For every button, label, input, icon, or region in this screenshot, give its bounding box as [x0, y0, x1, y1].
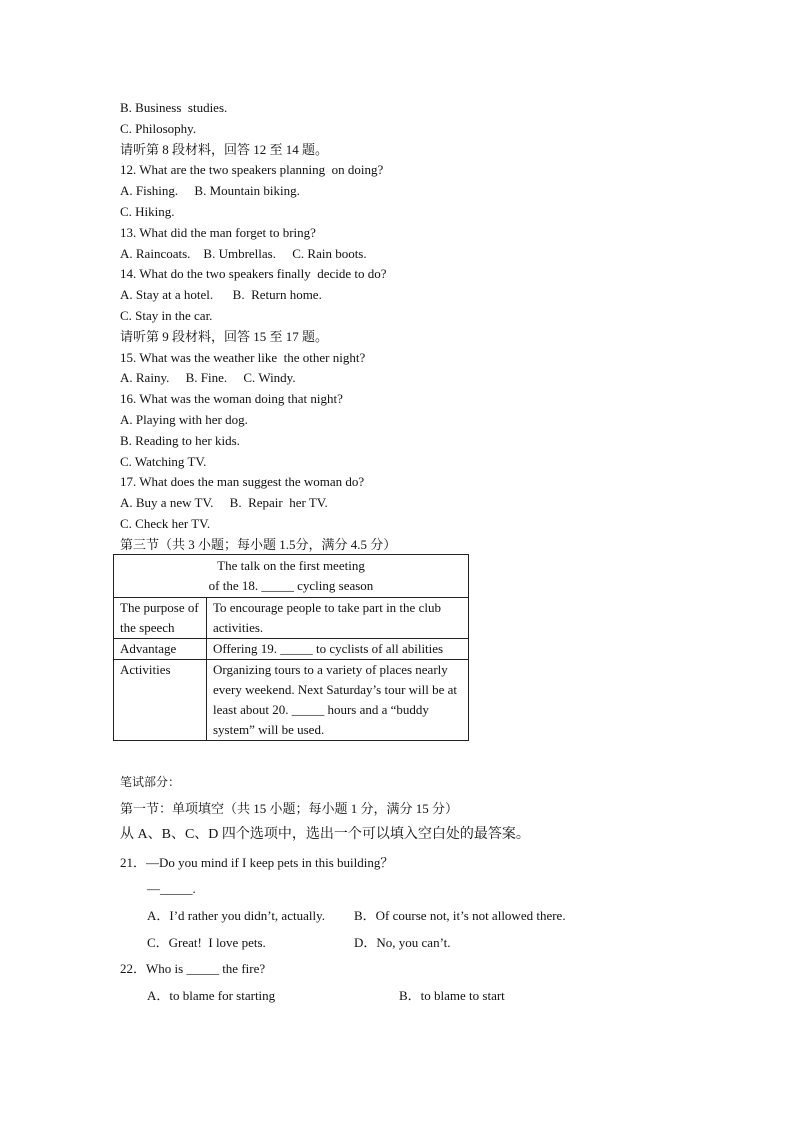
text-line: C. Philosophy.: [120, 121, 197, 136]
question-12: 12. What are the two speakers planning on doing?: [120, 162, 384, 177]
question-17-option-c: C. Check her TV.: [120, 516, 211, 531]
section-instruction: 从 A、B、C、D 四个选项中，选出一个可以填入空白处的最答案。: [120, 827, 530, 842]
question-17: 17. What does the man suggest the woman do?: [120, 474, 365, 489]
table-label-cell: Advantage: [114, 639, 207, 660]
question-17-options: A. Buy a new TV. B. Repair her TV.: [120, 495, 328, 510]
table-header-cell: [114, 555, 469, 598]
question-22-option-b: B．to blame to start: [399, 988, 505, 1003]
written-part-title: 笔试部分：: [120, 775, 181, 789]
text-line: B. Business studies.: [120, 100, 228, 115]
question-22-option-a: A．to blame for starting: [147, 988, 276, 1003]
table-value-cell: To encourage people to take part in the club activities.: [207, 598, 469, 639]
question-16: 16. What was the woman doing that night?: [120, 391, 343, 406]
table-row: [114, 598, 469, 639]
table-value-cell: Offering 19. _____ to cyclists of all abilities: [207, 639, 469, 660]
section-heading: 第三节（共 3 小题；每小题 1.5分，满分 4.5 分）: [120, 537, 397, 552]
table-row: [114, 555, 469, 598]
table-row: [114, 660, 469, 741]
question-14-option-c: C. Stay in the car.: [120, 308, 213, 323]
question-16-option-a: A. Playing with her dog.: [120, 412, 248, 427]
question-21: 21．—Do you mind if I keep pets in this building？: [120, 855, 394, 870]
question-21-blank: —_____.: [147, 881, 196, 896]
table-value-cell: [207, 660, 469, 741]
question-21-option-c: C．Great! I love pets.: [147, 935, 266, 950]
question-21-option-b: B．Of course not, it’s not allowed there.: [354, 908, 566, 923]
question-14-options: A. Stay at a hotel. B. Return home.: [120, 287, 322, 302]
notes-table: [113, 554, 469, 741]
question-14: 14. What do the two speakers finally decide to do?: [120, 266, 387, 281]
section-heading: 第一节：单项填空（共 15 小题；每小题 1 分，满分 15 分）: [120, 801, 459, 816]
question-21-option-d: D．No, you can’t.: [354, 935, 451, 950]
question-16-option-c: C. Watching TV.: [120, 454, 207, 469]
question-13-options: A. Raincoats. B. Umbrellas. C. Rain boots.: [120, 246, 367, 261]
table-value-line: Organizing tours to a variety of places nearly: [213, 662, 448, 677]
question-16-option-b: B. Reading to her kids.: [120, 433, 240, 448]
question-13: 13. What did the man forget to bring?: [120, 225, 316, 240]
question-22: 22．Who is _____ the fire?: [120, 961, 266, 976]
question-15: 15. What was the weather like the other night?: [120, 350, 366, 365]
section-instruction: 请听第 9 段材料，回答 15 至 17 题。: [120, 329, 329, 344]
question-12-option-c: C. Hiking.: [120, 204, 175, 219]
question-12-options: A. Fishing. B. Mountain biking.: [120, 183, 300, 198]
question-21-option-a: A．I’d rather you didn’t, actually.: [147, 908, 325, 923]
table-row: [114, 639, 469, 660]
table-label-cell: Activities: [114, 660, 207, 741]
table-header-line: of the 18. _____ cycling season: [208, 578, 374, 593]
question-15-options: A. Rainy. B. Fine. C. Windy.: [120, 370, 296, 385]
table-value-line: every weekend. Next Saturday’s tour will be at least about 20. _____ hours and a “buddy system” will be used.: [213, 682, 458, 737]
table-label-cell: The purpose of the speech: [114, 598, 207, 639]
table-header-line: The talk on the first meeting: [217, 558, 365, 573]
section-instruction: 请听第 8 段材料，回答 12 至 14 题。: [120, 142, 329, 157]
